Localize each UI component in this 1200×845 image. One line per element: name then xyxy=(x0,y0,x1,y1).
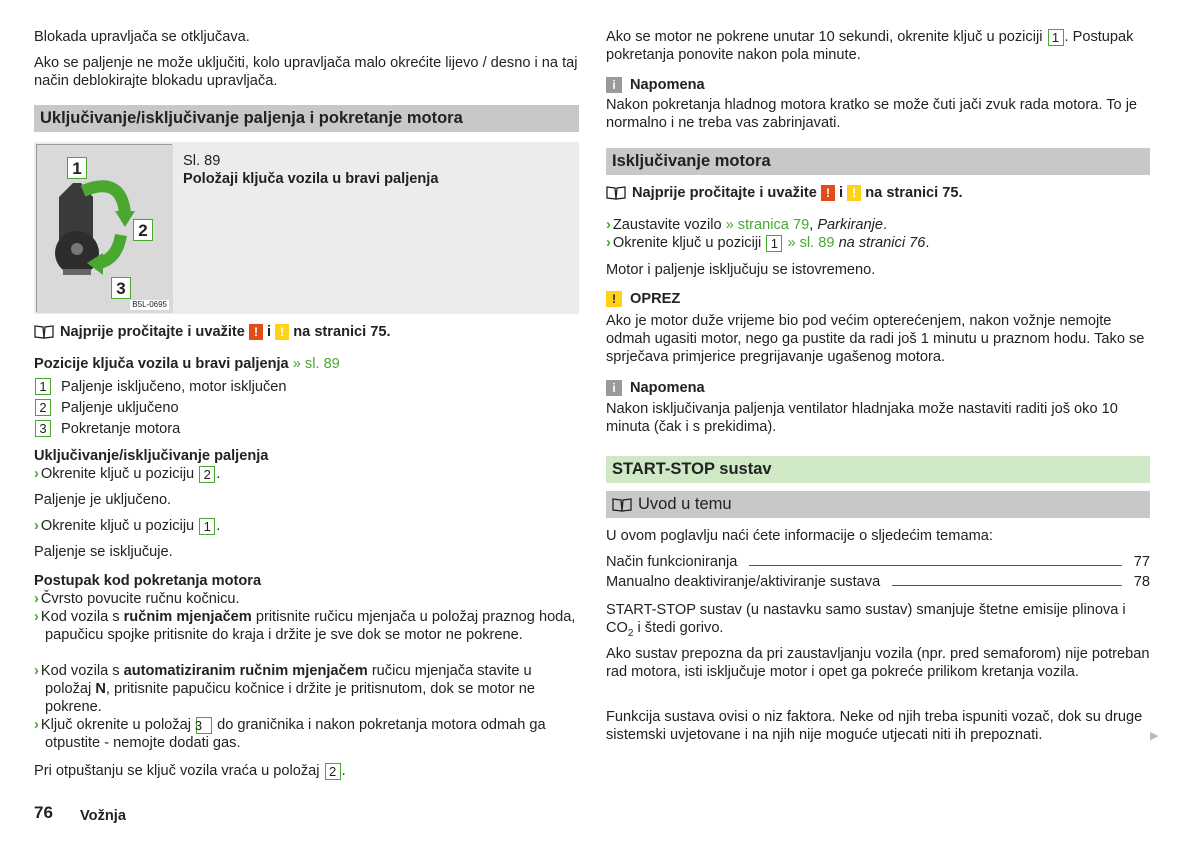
step-arrow-icon: › xyxy=(34,518,39,534)
warning-yellow-icon: ! xyxy=(275,324,289,340)
paragraph: Pri otpuštanju se ključ vozila vraća u položaj 2 . xyxy=(34,763,346,779)
key-illustration xyxy=(36,144,172,312)
step: › Okrenite ključ u poziciji 1 » sl. 89 na stranici 76. xyxy=(606,235,930,251)
step: › Okrenite ključ u poziciju 2 . xyxy=(34,466,221,482)
position-1-label: 1 xyxy=(67,157,87,179)
paragraph: Ako se paljenje ne može uključiti, kolo upravljača malo okrećite lijevo / desno i na taj način deblokirajte blokadu upravljača. xyxy=(34,55,578,89)
continue-triangle-icon: ▶ xyxy=(1150,730,1159,742)
paragraph: Funkcija sustava ovisi o niz faktora. Neke od njih treba ispuniti vozač, dok su druge sistemski uvjetovane i na njih nije moguće utjecati niti ih prepoznati. xyxy=(606,709,1143,743)
step: › Zaustavite vozilo » stranica 79, Parkiranje. xyxy=(606,217,888,233)
page-section: Vožnja xyxy=(80,808,126,824)
note-text: Nakon pokretanja hladnog motora kratko se može čuti jači zvuk rada motora. To je normalno i ne treba vas zabrinjavati. xyxy=(606,97,1138,131)
list-item: 1 Paljenje isključeno, motor isključen xyxy=(34,376,579,397)
figure-code: B5L-0695 xyxy=(132,300,167,309)
step: › Kod vozila s automatiziranim ručnim mjenjačem ručicu mjenjača stavite u položaj N, pritisnite papučicu kočnice i držite je pritisnutom, dok se motor ne pokrene. xyxy=(34,663,535,715)
toc-entry[interactable]: Manualno deaktiviranje/aktiviranje sustava 78 xyxy=(606,574,1150,590)
step: › Okrenite ključ u poziciju 1 . xyxy=(34,518,221,534)
step-arrow-icon: › xyxy=(34,717,39,733)
read-first-notice: Najprije pročitajte i uvažite ! i ! na stranici 75. xyxy=(606,184,1150,202)
subheading: Uključivanje/isključivanje paljenja xyxy=(34,448,269,464)
toc-entry[interactable]: Način funkcioniranja 77 xyxy=(606,554,1150,570)
figure-caption xyxy=(183,152,563,188)
figure-link[interactable]: » sl. 89 xyxy=(787,235,835,251)
caution-text: Ako je motor duže vrijeme bio pod većim opterećenjem, nakon vožnje nemojte odmah ugasiti motor, nego ga pustite da radi još 1 minutu u praznom hodu. Tako se sprječava primjerice pregrijavanje ugašenog motora. xyxy=(606,313,1145,365)
paragraph: Paljenje se isključuje. xyxy=(34,544,173,560)
note-label: i Napomena xyxy=(606,76,1150,94)
figure-title: Položaji ključa vozila u bravi paljenja xyxy=(183,171,439,187)
note-label: i Napomena xyxy=(606,379,1150,397)
list-item: 2 Paljenje uključeno xyxy=(34,397,579,418)
caution-label: ! OPREZ xyxy=(606,290,1150,308)
intro-heading: Uvod u temu xyxy=(606,491,1150,518)
book-icon xyxy=(606,185,626,201)
book-icon xyxy=(612,497,632,513)
info-icon: i xyxy=(606,380,622,396)
figure xyxy=(34,142,579,314)
note-text: Nakon isključivanja paljenja ventilator hladnjaka može nastaviti raditi još oko 10 minuta (čak i s prekidima). xyxy=(606,401,1118,435)
book-icon xyxy=(34,324,54,340)
paragraph: Paljenje je uključeno. xyxy=(34,492,172,508)
warning-red-icon: ! xyxy=(821,185,835,201)
paragraph: START-STOP sustav (u nastavku samo sustav) smanjuje štetne emisije plinova i $CO_2$ i štedi gorivo. xyxy=(606,602,1126,639)
warning-yellow-icon: ! xyxy=(847,185,861,201)
paragraph: Ako se motor ne pokrene unutar 10 sekundi, okrenite ključ u poziciji 1 . Postupak pokretanja ponovite nakon pola minute. xyxy=(606,29,1134,63)
caution-icon: ! xyxy=(606,291,622,307)
figure-number: Sl. 89 xyxy=(183,153,221,169)
paragraph: Blokada upravljača se otključava. xyxy=(34,29,250,45)
position-2-label: 2 xyxy=(133,219,153,241)
page-number: 76 xyxy=(34,803,53,822)
step-arrow-icon: › xyxy=(34,591,39,607)
step: › Kod vozila s ručnim mjenjačem pritisnite ručicu mjenjača u položaj praznog hoda, papučicu spojke pritisnite do kraja i držite je sve dok se motor ne pokrene. xyxy=(34,609,576,643)
positions-list xyxy=(34,376,579,439)
section-heading: START-STOP sustav xyxy=(606,456,1150,483)
positions-heading: Pozicije ključa vozila u bravi paljenja » sl. 89 xyxy=(34,356,340,372)
step-arrow-icon: › xyxy=(34,663,39,679)
section-heading: Uključivanje/isključivanje paljenja i pokretanje motora xyxy=(34,105,579,132)
list-item: 3 Pokretanje motora xyxy=(34,418,579,439)
warning-red-icon: ! xyxy=(249,324,263,340)
section-heading: Isključivanje motora xyxy=(606,148,1150,175)
step: › Ključ okrenite u položaj 3 do graničnika i nakon pokretanja motora odmah ga otpustite - nemojte dodati gas. xyxy=(34,717,546,751)
paragraph: Ako sustav prepozna da pri zaustavljanju vozila (npr. pred semaforom) nije potreban rad motora, isti isključuje motor i opet ga pokreće prilikom kretanja vozila. xyxy=(606,646,1150,680)
step-arrow-icon: › xyxy=(606,235,611,251)
position-3-label: 3 xyxy=(111,277,131,299)
paragraph: U ovom poglavlju naći ćete informacije o sljedećim temama: xyxy=(606,528,993,544)
paragraph: Motor i paljenje isključuju se istovremeno. xyxy=(606,262,876,278)
figure-link[interactable]: » sl. 89 xyxy=(292,356,340,372)
info-icon: i xyxy=(606,77,622,93)
step-arrow-icon: › xyxy=(34,466,39,482)
step-arrow-icon: › xyxy=(606,217,611,233)
read-first-notice: Najprije pročitajte i uvažite ! i ! na stranici 75. xyxy=(34,323,579,341)
page-link[interactable]: » stranica 79 xyxy=(725,217,810,233)
step: › Čvrsto povucite ručnu kočnicu. xyxy=(34,591,240,607)
subheading: Postupak kod pokretanja motora xyxy=(34,573,262,589)
step-arrow-icon: › xyxy=(34,609,39,625)
